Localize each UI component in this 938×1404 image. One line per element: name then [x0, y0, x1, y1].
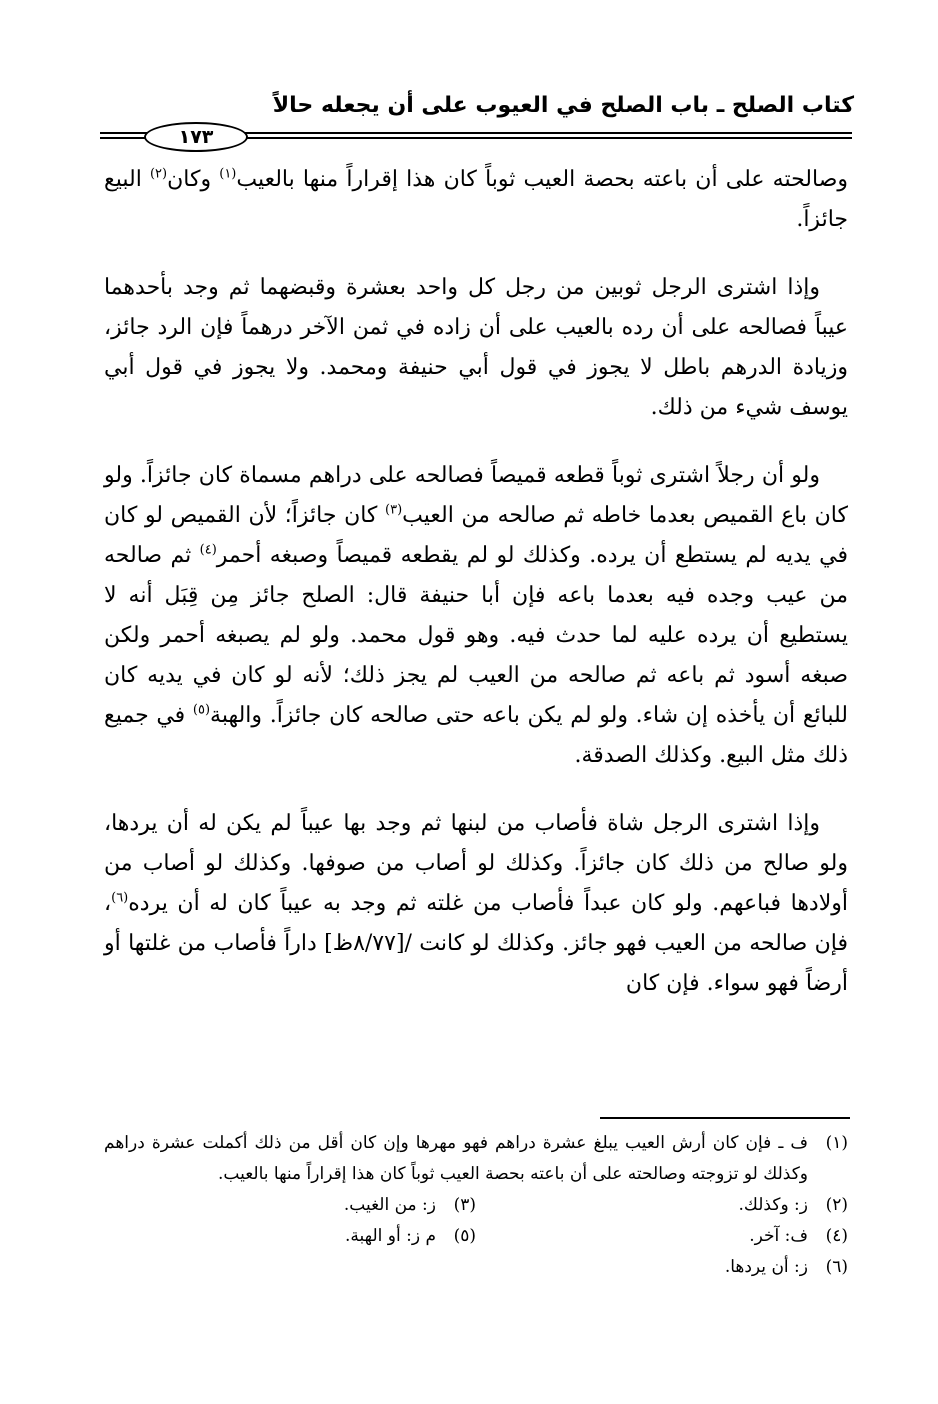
footnote-text: م ز: أو الهبة. [345, 1226, 436, 1246]
footnote-ref-2: (٢) [149, 166, 168, 182]
paragraph-text: كان جائزاً؛ لأن القميص لو كان في يديه لم يستطع أن يرده. وكذلك لو لم يقطعه قميصاً وصبغه أحمر [104, 503, 848, 568]
footnote-3 [104, 1190, 476, 1221]
footnote-row [104, 1190, 848, 1221]
footnote-2 [476, 1190, 848, 1221]
paragraph-text: في جميع ذلك مثل البيع. وكذلك الصدقة. [104, 703, 848, 768]
footnote-separator [600, 1117, 850, 1119]
paragraph-text: وإذا اشترى الرجل ثوبين من رجل كل واحد بعشرة وقبضهما ثم وجد بأحدهما عيباً فصالحه على أن رده بالعيب على أن زاده في ثمن الآخر درهماً فإن الرد جائز، وزيادة الدرهم باطل لا يجوز في قول أبي حنيفة ومحمد. ولا يجوز في قول أبي يوسف شيء من ذلك. [104, 275, 848, 420]
paragraph-2 [104, 268, 848, 428]
footnote-number: (٢) [825, 1195, 848, 1215]
paragraph-text: وصالحته على أن باعته بحصة العيب ثوباً كان هذا إقراراً منها بالعيب [236, 167, 848, 192]
footnote-number: (١) [825, 1133, 848, 1153]
footnote-6 [104, 1252, 848, 1283]
footnote-1 [104, 1128, 848, 1190]
paragraph-4 [104, 804, 848, 1004]
footnote-text: ز: أن يردها. [724, 1257, 808, 1277]
footnote-number: (٦) [825, 1257, 848, 1277]
footnotes [104, 1128, 848, 1283]
footnote-4 [476, 1221, 848, 1252]
footnote-text: ز: وكذلك. [738, 1195, 808, 1215]
paragraph-text: ثم صالحه من عيب وجده فيه بعدما باعه فإن أبا حنيفة قال: الصلح جائز مِن قِبَل أنه لا يستطيع أن يرده عليه لما حدث فيه. وهو قول محمد. ولو لم يصبغه أحمر ولكن صبغه أسود ثم باعه ثم صالحه من العيب لم يجز ذلك؛ لأنه لو كان في يديه كان للبائع أن يأخذه إن شاء. ولو لم يكن باعه حتى صالحه كان جائزاً. والهبة [104, 543, 849, 728]
footnote-text: ز: من الغيب. [343, 1195, 436, 1215]
paragraph-1 [104, 160, 848, 240]
footnote-number: (٥) [453, 1226, 476, 1246]
footnote-row [104, 1221, 848, 1252]
paragraph-text: البيع جائزاً. [104, 167, 848, 232]
footnote-ref-3: (٣) [385, 502, 403, 518]
paragraph-text: وإذا اشترى الرجل شاة فأصاب من لبنها ثم وجد بها عيباً لم يكن له أن يردها، ولو صالح من ذلك كان جائزاً. وكذلك لو أصاب من صوفها. وكذلك لو أصاب من أولادها فباعهم. ولو كان عبداً فأصاب من غلته ثم وجد به عيباً كان له أن يرده [104, 811, 848, 916]
footnote-ref-4: (٤) [199, 542, 217, 558]
footnote-number: (٣) [453, 1195, 476, 1215]
footnote-ref-6: (٦) [111, 890, 129, 906]
main-text [104, 160, 848, 1004]
running-title: كتاب الصلح ـ باب الصلح في العيوب على أن يجعله حالاً [272, 93, 854, 118]
footnote-text: ف ـ فإن كان أرش العيب يبلغ عشرة دراهم فهو مهرها وإن كان أقل من ذلك أكملت عشرة دراهم وكذلك لو تزوجته وصالحته على أن باعته بحصة العيب ثوباً كان هذا إقراراً منها بالعيب. [104, 1133, 808, 1184]
paragraph-3 [104, 456, 848, 776]
page-number: ١٧٣ [144, 122, 248, 152]
paragraph-text: ، فإن صالحه من العيب فهو جائز. وكذلك لو كانت /[٨/٧٧ظ] داراً فأصاب من غلتها أو أرضاً فهو سواء. فإن كان [104, 891, 848, 996]
footnote-number: (٤) [825, 1226, 848, 1246]
footnote-text: ف: آخر. [749, 1226, 808, 1246]
paragraph-text: ولو أن رجلاً اشترى ثوباً قطعه قميصاً فصالحه على دراهم مسماة كان جائزاً. ولو كان باع القميص بعدما خاطه ثم صالحه من العيب [104, 463, 848, 528]
footnote-ref-1: (١) [219, 166, 237, 182]
header-rule [100, 122, 852, 152]
footnote-ref-5: (٥) [192, 702, 211, 718]
paragraph-text: وكان [167, 167, 220, 192]
footnote-5 [104, 1221, 476, 1252]
